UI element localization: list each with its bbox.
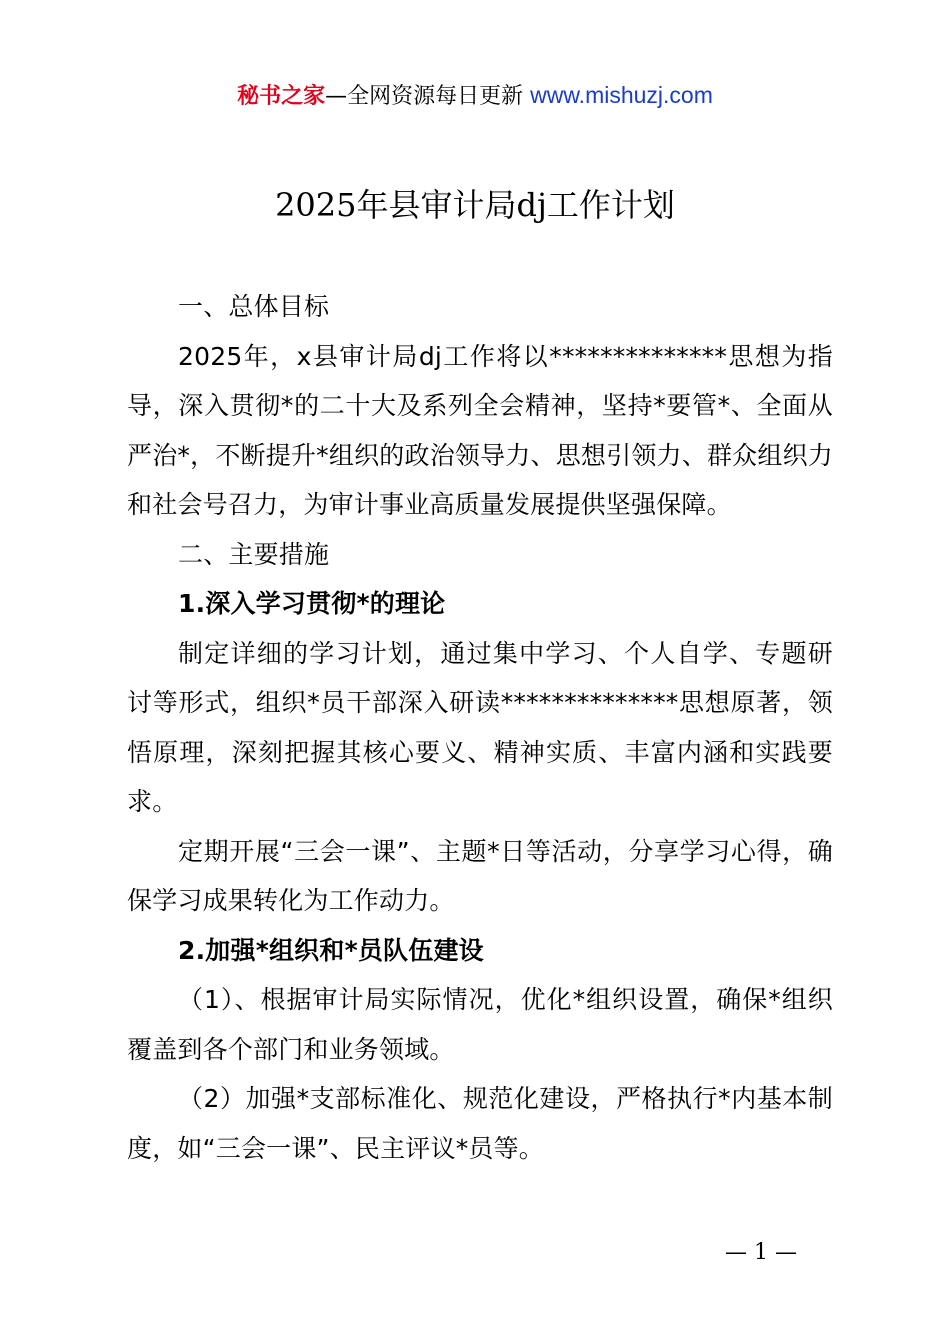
body-paragraph: 制定详细的学习计划，通过集中学习、个人自学、专题研讨等形式，组织*员干部深入研读**************思想原著，领悟原理，深刻把握其核心要义、精神实质、丰富内涵和实践要求。 [127,638,833,816]
site-url-link[interactable]: www.mishuzj.com [530,82,713,108]
subheading-theory-study: 1.深入学习贯彻*的理论 [178,589,446,618]
brand-name: 秘书之家 [237,84,326,109]
page-number: — 1 — [725,1240,797,1265]
document-title: 2025年县审计局dj工作计划 [275,186,675,224]
subheading-team-building: 2.加强*组织和*员队伍建设 [178,935,484,965]
document-body [127,282,833,1173]
section-heading-goals: 一、总体目标 [178,292,330,321]
banner-tagline: —全网资源每日更新 [325,84,531,109]
site-banner [0,80,950,112]
body-paragraph: （1）、根据审计局实际情况，优化*组织设置，确保*组织覆盖到各个部门和业务领域。 [127,985,833,1064]
body-paragraph: （2）加强*支部标准化、规范化建设，严格执行*内基本制度，如“三会一课”、民主评议*员等。 [127,1084,833,1163]
body-paragraph: 2025年，x县审计局dj工作将以**************思想为指导，深入贯彻*的二十大及系列全会精神，坚持*要管*、全面从严治*，不断提升*组织的政治领导力、思想引领力、群众组织力和社会号召力，为审计事业高质量发展提供坚强保障。 [127,341,833,519]
section-heading-measures: 二、主要措施 [178,539,330,569]
body-paragraph: 定期开展“三会一课”、主题*日等活动，分享学习心得，确保学习成果转化为工作动力。 [127,836,833,915]
